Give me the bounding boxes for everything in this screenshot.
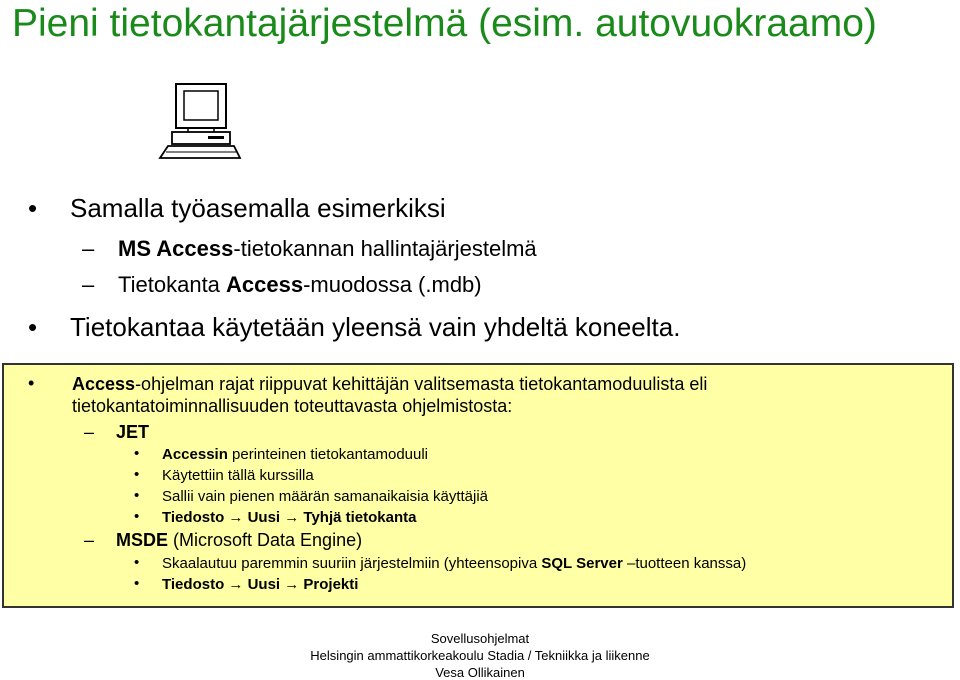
slide-title: Pieni tietokantajärjestelmä (esim. autovuokraamo) <box>12 2 877 45</box>
bullet-dot: • <box>134 445 140 462</box>
msde-rest: (Microsoft Data Engine) <box>168 530 363 550</box>
intro-line2: tietokantatoiminnallisuuden toteuttavasta ohjelmistosta: <box>72 396 513 416</box>
footer-school: Helsingin ammattikorkeakoulu Stadia / Tekniikka ja liikenne <box>310 648 650 663</box>
sql-server-bold: SQL Server <box>541 555 623 572</box>
footer-author: Vesa Ollikainen <box>435 665 525 680</box>
menu-path-part: Tiedosto <box>162 576 229 593</box>
sub-text-rest: -tietokannan hallintajärjestelmä <box>233 236 537 261</box>
jet-bold: JET <box>116 422 150 442</box>
sub-bullet-text <box>118 236 537 262</box>
msde-item-rest: –tuotteen kanssa) <box>622 555 747 572</box>
sub-text-rest: -muodossa (.mdb) <box>303 272 482 297</box>
sub-text-start: Tietokanta <box>118 272 227 297</box>
bullet-dot: • <box>134 575 140 592</box>
msde-item-text <box>162 555 746 572</box>
bullet-dot: • <box>134 508 140 525</box>
bullet-dot: • <box>28 312 38 342</box>
menu-path-part: Projekti <box>299 576 359 593</box>
jet-item-text: Käytettiin tällä kurssilla <box>162 467 314 484</box>
intro-line1: -ohjelman rajat riippuvat kehittäjän valitsemasta tietokantamoduulista eli <box>135 374 708 394</box>
bullet-text: Tietokantaa käytetään yleensä vain yhdeltä koneelta. <box>70 312 681 342</box>
box-intro-text <box>72 373 707 417</box>
jet-item-text <box>162 446 428 463</box>
footer-course: Sovellusohjelmat <box>430 631 530 646</box>
jet-item-rest: perinteinen tietokantamoduuli <box>227 446 429 463</box>
dash-marker: – <box>82 272 95 297</box>
arrow-icon: → <box>228 576 244 593</box>
dash-marker: – <box>82 236 95 261</box>
accessin-bold: Accessin <box>162 446 228 463</box>
access-bold: Access <box>72 374 136 394</box>
bullet-dot: • <box>134 466 140 483</box>
jet-item-text <box>162 509 417 526</box>
menu-path-part: Tiedosto <box>162 509 229 526</box>
bullet-dot: • <box>134 554 140 571</box>
arrow-icon: → <box>284 576 300 593</box>
sub-bullet-text <box>118 272 482 298</box>
msde-item-text <box>162 576 358 593</box>
msde-label <box>116 530 362 551</box>
menu-path-part: Tyhjä tietokanta <box>299 509 417 526</box>
access-bold: Access <box>226 272 304 297</box>
menu-path-part: Uusi <box>243 576 285 593</box>
bullet-text: Samalla työasemalla esimerkiksi <box>70 193 446 223</box>
bullet-dot: • <box>134 487 140 504</box>
arrow-icon: → <box>228 509 244 526</box>
dash-marker: – <box>84 422 95 442</box>
computer-icon <box>158 82 242 160</box>
jet-label <box>116 422 149 443</box>
bullet-dot: • <box>28 193 38 223</box>
msde-item-start: Skaalautuu paremmin suuriin järjestelmiin (yhteensopiva <box>162 555 542 572</box>
msde-bold: MSDE <box>116 530 169 550</box>
arrow-icon: → <box>284 509 300 526</box>
jet-item-text: Sallii vain pienen määrän samanaikaisia käyttäjiä <box>162 488 489 505</box>
ms-access-bold: MS Access <box>118 236 234 261</box>
bullet-dot: • <box>28 373 35 393</box>
dash-marker: – <box>84 530 95 550</box>
menu-path-part: Uusi <box>243 509 285 526</box>
